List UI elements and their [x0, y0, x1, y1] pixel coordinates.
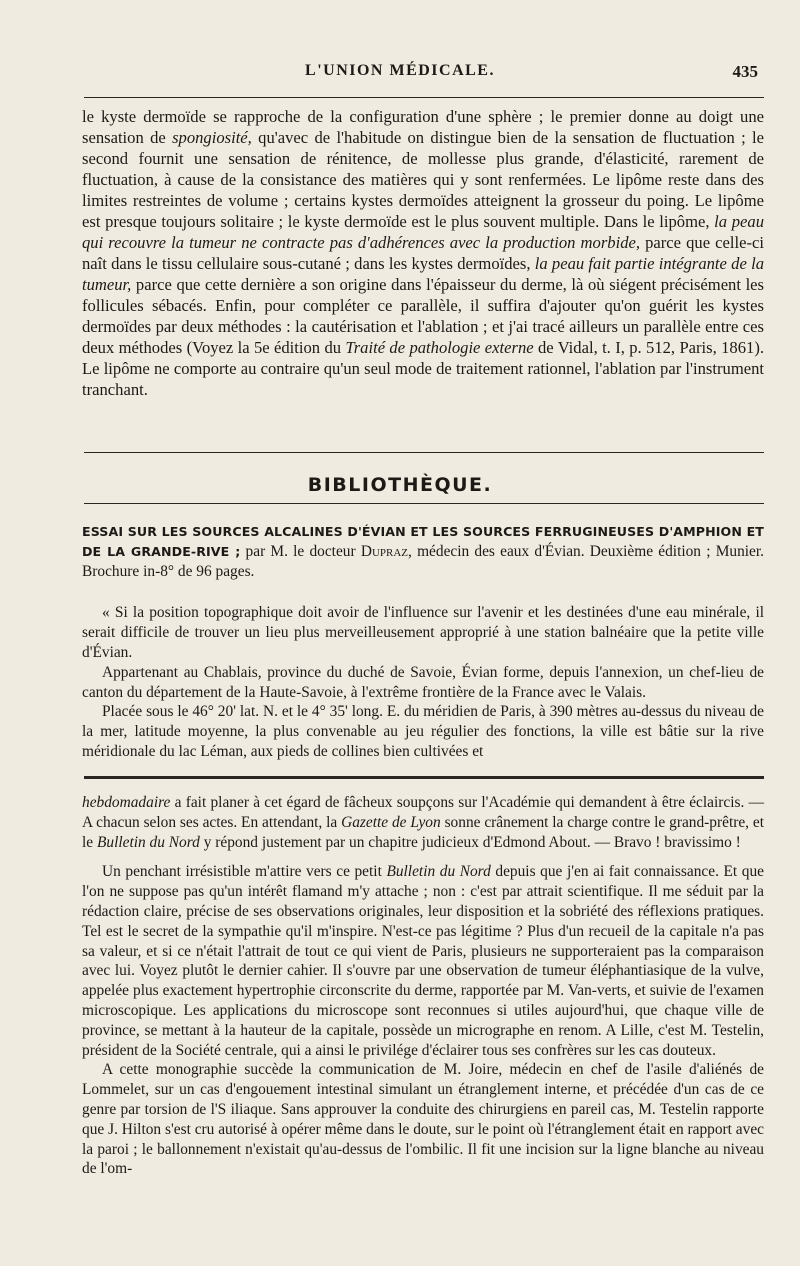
article-continuation [82, 106, 764, 400]
review-heading: ESSAI SUR LES SOURCES ALCALINES D'ÉVIAN ET LES SOURCES FERRUGINEUSES D'AMPHION ET DE LA GRANDE-RIVE ; par M. le docteur Dupraz, médecin des eaux d'Évian. Deuxième édition ; Munier. Brochure in-8° de 96 pages. [82, 524, 764, 580]
review-paragraph: Appartenant au Chablais, province du duché de Savoie, Évian forme, depuis l'annexion, un chef-lieu de canton du département de la Haute-Savoie, à l'extrême frontière de la France avec le Valais. [82, 663, 764, 701]
header-rule [84, 97, 764, 98]
section-rule-lower [84, 503, 764, 504]
book-review [82, 522, 764, 762]
feuilleton-paragraph: hebdomadaire a fait planer à cet égard de fâcheux soupçons sur l'Académie qui demandent à être éclaircis. — A chacun selon ses actes. En attendant, la Gazette de Lyon sonne crânement la charge contre le grand-prêtre, et le Bulletin du Nord y répond justement par un chapitre judicieux d'Edmond About. — Bravo ! bravissimo ! [82, 794, 764, 851]
review-paragraph: Placée sous le 46° 20' lat. N. et le 4° 35' long. E. du méridien de Paris, à 390 mètres au-dessus du niveau de la mer, latitude moyenne, la plus convenable au jeu régulier des fonctions, la ville est bâtie sur la rive méridionale du lac Léman, aux pieds de collines bien cultivées et [82, 703, 764, 760]
running-title: L'UNION MÉDICALE. [305, 62, 495, 79]
feuilleton-paragraph: A cette monographie succède la communication de M. Joire, médecin en chef de l'asile d'aliénés de Lommelet, sur un cas d'engouement intestinal simulant un étranglement interne, et précédée d'un cas de ce genre par torsion de l'S iliaque. Sans approuver la conduite des chirurgiens en pareil cas, M. Testelin rapporte que J. Hilton s'est cru autorisé à opérer même dans le doute, sur le point où l'étranglement était en rapport avec la paroi ; le ballonnement n'existait qu'au-dessus de l'ombilic. Il fit une incision sur la ligne blanche au niveau de l'om- [82, 1061, 764, 1178]
review-paragraph: « Si la position topographique doit avoir de l'influence sur l'avenir et les destinées d'une eau minérale, il serait difficile de trouver un lieu plus merveilleusement approprié à une station balnéaire que la petite ville d'Évian. [82, 604, 764, 661]
feuilleton [82, 793, 764, 1179]
page-number: 435 [732, 62, 758, 81]
section-rule-upper [84, 452, 764, 453]
page-header [0, 58, 800, 88]
section-title: BIBLIOTHÈQUE. [307, 474, 493, 496]
article-paragraph: le kyste dermoïde se rapproche de la configuration d'une sphère ; le premier donne au doigt une sensation de spongiosité, qu'avec de l'habitude on distingue bien de la sensation de fluctuation ; le second fournit une sensation de rénitence, de mollesse plus grande, d'élasticité, rarement de fluctuation, à cause de la consistance des matières qui y sont renfermées. Le lipôme reste dans des limites restreintes de volume ; certains kystes dermoïdes atteignent la grosseur du poing. Le lipôme est presque toujours solitaire ; le kyste dermoïde est le plus souvent multiple. Dans le lipôme, la peau qui recouvre la tumeur ne contracte pas d'adhérences avec la production morbide, parce que celle-ci naît dans le tissu cellulaire sous-cutané ; dans les kystes dermoïdes, la peau fait partie intégrante de la tumeur, parce que cette dernière a son origine dans l'épaisseur du derme, là où siégent précisément les follicules sébacés. Enfin, pour compléter ce parallèle, il suffira d'ajouter qu'on guérit les kystes dermoïdes par deux méthodes : la cautérisation et l'ablation ; et j'ai tracé ailleurs un parallèle entre ces deux méthodes (Voyez la 5e édition du Traité de pathologie externe de Vidal, t. I, p. 512, Paris, 1861). Le lipôme ne comporte au contraire qu'un seul mode de traitement rationnel, l'ablation par l'instrument tranchant. [82, 107, 764, 399]
feuilleton-paragraph: Un penchant irrésistible m'attire vers ce petit Bulletin du Nord depuis que j'en ai fait connaissance. Et que l'on ne suppose pas qu'un intérêt flamand m'y attache ; non : c'est par attrait scientifique. Il me séduit par la rédaction claire, précise de ses observations originales, leur disposition et la sobriété des réflexions pratiques. Tel est le secret de la sympathie qu'il m'inspire. N'est-ce pas légitime ? Plus d'un recueil de la capitale n'a pas sa valeur, et si ce n'était l'attrait de tout ce qui vient de Paris, plusieurs ne supporteraient pas la comparaison avec lui. Voyez plutôt le dernier cahier. Il s'ouvre par une observation de tumeur éléphantiasique de la vulve, appelée plus exactement hypertrophie circonscrite du derme, rapportée par M. Van-verts, et suivie de l'examen microscopique. Les applications du microscope sont reconnues si utiles aujourd'hui, que chaque ville de province, se mettant à la hauteur de la capitale, possède un micrographe en renom. A Lille, c'est M. Testelin, président de la Société centrale, qui a ainsi le privilége d'éclairer tous ses confrères sur les cas douteux. [82, 863, 764, 1059]
feuilleton-rule [84, 776, 764, 779]
